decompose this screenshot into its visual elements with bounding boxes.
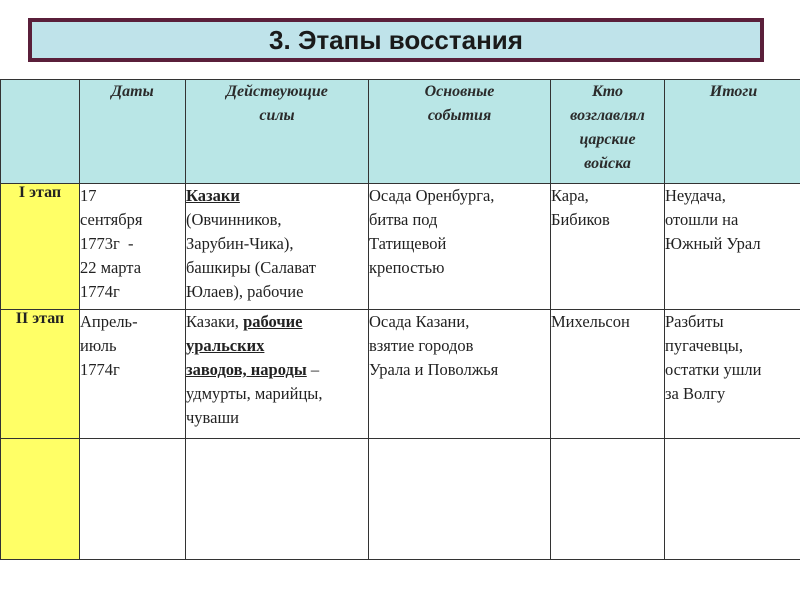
stages-table [0, 79, 800, 560]
events-cell [369, 184, 551, 310]
cell-line: Апрель- [80, 312, 138, 331]
results-cell [665, 184, 800, 310]
cell-line: Бибиков [551, 210, 610, 229]
results-cell [665, 310, 800, 439]
cell-line: Южный Урал [665, 234, 761, 253]
cell-line: взятие городов [369, 336, 474, 355]
cell-line-emphasis: Казаки [186, 186, 240, 205]
empty-cell [665, 439, 800, 560]
cell-line: Зарубин-Чика), [186, 234, 294, 253]
header-events [369, 80, 551, 184]
cell-line: крепостью [369, 258, 445, 277]
header-events-line2: события [427, 107, 492, 124]
header-leaders-line1: Кто [591, 83, 624, 100]
table-header-row [1, 80, 800, 184]
cell-line: за Волгу [665, 384, 726, 403]
dates-cell [80, 310, 186, 439]
table-row [1, 184, 800, 310]
header-results [665, 80, 800, 184]
header-forces-line1: Действующие [226, 83, 328, 100]
cell-line-emphasis: заводов, народы [186, 360, 307, 379]
cell-line-emphasis: уральских [186, 336, 265, 355]
cell-line: 1774г [80, 282, 120, 301]
cell-line: пугачевцы, [665, 336, 743, 355]
cell-line: июль [80, 336, 117, 355]
header-dates-label: Даты [111, 83, 154, 100]
header-events-line1: Основные [424, 83, 495, 100]
table-row [1, 310, 800, 439]
empty-cell [186, 439, 369, 560]
cell-line: Осада Оренбурга, [369, 186, 495, 205]
events-cell [369, 310, 551, 439]
stage-cell: II этап [1, 310, 80, 439]
cell-line: остатки ушли [665, 360, 762, 379]
cell-line: Осада Казани, [369, 312, 470, 331]
header-dates [80, 80, 186, 184]
cell-line: (Овчинников, [186, 210, 282, 229]
empty-cell [551, 439, 665, 560]
leaders-cell [551, 184, 665, 310]
cell-line: Кара, [551, 186, 589, 205]
cell-text: – [306, 360, 320, 379]
cell-line: удмурты, марийцы, [186, 384, 323, 403]
cell-line: 1773г - [80, 234, 134, 253]
leaders-cell [551, 310, 665, 439]
stage-cell: I этап [1, 184, 80, 310]
header-forces-line2: силы [259, 107, 295, 124]
slide-title: 3. Этапы восстания [28, 18, 764, 62]
header-forces [186, 80, 369, 184]
cell-line: 17 [80, 186, 97, 205]
cell-line: Неудача, [665, 186, 726, 205]
forces-cell [186, 184, 369, 310]
cell-line: Урала и Поволжья [369, 360, 499, 379]
cell-line: битва под [369, 210, 438, 229]
cell-line: башкиры (Салават [186, 258, 316, 277]
cell-line: 22 марта [80, 258, 142, 277]
empty-cell [80, 439, 186, 560]
cell-line: Татищевой [369, 234, 447, 253]
cell-line-emphasis: рабочие [243, 312, 303, 331]
forces-cell [186, 310, 369, 439]
cell-line: отошли на [665, 210, 739, 229]
stage-cell-empty [1, 439, 80, 560]
header-leaders-line4: войска [584, 155, 631, 172]
cell-line: 1774г [80, 360, 120, 379]
cell-line: Разбиты [665, 312, 724, 331]
header-leaders-line2: возглавлял [570, 107, 645, 124]
header-leaders [551, 80, 665, 184]
header-stage [1, 80, 80, 184]
cell-line: сентября [80, 210, 143, 229]
cell-line: Юлаев), рабочие [186, 282, 304, 301]
cell-text: Казаки, [186, 312, 244, 331]
header-leaders-line3: царские [579, 131, 636, 148]
empty-cell [369, 439, 551, 560]
cell-line: Михельсон [551, 312, 630, 331]
table-row-empty [1, 439, 800, 560]
cell-line: чуваши [186, 408, 239, 427]
dates-cell [80, 184, 186, 310]
header-results-label: Итоги [709, 83, 758, 100]
